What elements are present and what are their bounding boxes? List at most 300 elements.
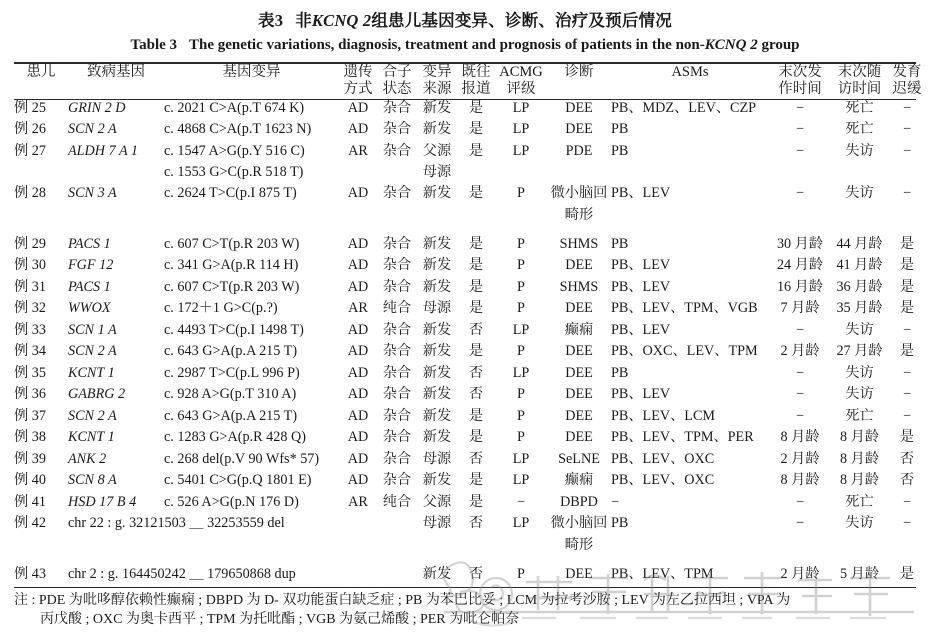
cell-last: 2 月龄 [780, 565, 820, 582]
cell-case: 例 31 [14, 278, 46, 295]
cell-var: c. 4868 C>A(p.T 1623 N) [164, 121, 312, 138]
cell-case-id: 例 43 [14, 565, 46, 582]
cell-src: 新发 [422, 565, 452, 582]
cell-gene [68, 537, 164, 558]
cell-case: 例 32 [14, 300, 46, 317]
cell-src: 新发 [422, 257, 452, 274]
cell-last: 7 月龄 [780, 300, 820, 317]
cell-case [14, 207, 68, 228]
cell-inh: AD [347, 278, 369, 295]
footnote-line-2: 丙戊酸 ; OXC 为奥卡西平 ; TPM 为托吡酯 ; VGB 为氨己烯酸 ; PER 为吡仑帕奈 [40, 612, 520, 628]
cell-dev: 是 [899, 235, 915, 252]
cell-last: − [795, 185, 804, 202]
cell-fu: 44 月龄 [836, 235, 883, 252]
cell-src: 新发 [422, 235, 452, 252]
cell-fu: 失访 [845, 321, 874, 338]
cell-fu: 失访 [845, 386, 874, 403]
cell-var: c. 172＋1 G>C(p.?) [164, 300, 278, 317]
cell-rep: 是 [468, 343, 484, 360]
cell-zyg: 纯合 [382, 300, 412, 317]
cell-last: 2 月龄 [780, 343, 820, 360]
cell-inh [339, 537, 377, 558]
cell-rep: 是 [468, 429, 484, 446]
cell-dev: 否 [899, 472, 915, 489]
cell-last: − [795, 321, 804, 338]
table-row [14, 343, 926, 365]
cell-gene: GRIN 2 D [68, 99, 126, 116]
table-row-continuation [14, 164, 926, 185]
cell-dev: − [902, 121, 911, 138]
cell-dev [888, 164, 926, 185]
cell-dx: DEE [565, 99, 593, 116]
cell-fu: 41 月龄 [836, 257, 883, 274]
cell-src: 新发 [422, 278, 452, 295]
cell-dx [547, 164, 611, 185]
cell-acmg: LP [512, 364, 530, 381]
cell-last: 8 月龄 [780, 429, 820, 446]
cell-acmg: P [517, 407, 525, 424]
cell-case: 例 39 [14, 450, 46, 467]
cell-var: c. 341 G>A(p.R 114 H) [164, 257, 299, 274]
cell-gene: SCN 8 A [68, 472, 117, 489]
cell-asm: PB、LEV [611, 185, 671, 202]
cell-dx: 畸形 [564, 206, 594, 223]
cell-src: 新发 [422, 99, 452, 116]
cell-acmg [495, 207, 547, 228]
cell-inh: AD [347, 386, 369, 403]
cell-dx: SHMS [559, 278, 599, 295]
cell-zyg [377, 207, 417, 228]
cell-inh: AD [347, 343, 369, 360]
cell-acmg: − [516, 493, 525, 510]
cell-fu: 失访 [845, 185, 874, 202]
cell-acmg: P [517, 257, 525, 274]
cell-src: 新发 [422, 429, 452, 446]
cell-rep: 否 [468, 565, 484, 582]
cell-asm: PB、LEV [611, 321, 671, 338]
cell-fu: 失访 [845, 515, 874, 532]
cell-var: c. 2021 C>A(p.T 674 K) [164, 99, 305, 116]
cell-inh: AD [347, 472, 369, 489]
cell-asm: PB [611, 121, 629, 138]
cell-asm: PB、OXC、LEV、TPM [611, 343, 758, 360]
cell-gene: FGF 12 [68, 257, 114, 274]
cell-gene: ANK 2 [68, 450, 107, 467]
cell-rep [457, 164, 495, 185]
cell-rep: 是 [468, 185, 484, 202]
cell-dx: DEE [565, 343, 593, 360]
cell-src: 母源 [422, 300, 452, 317]
table-row [14, 322, 926, 344]
cell-acmg: LP [512, 121, 530, 138]
cell-last: 30 月龄 [776, 235, 824, 252]
cell-inh: AR [348, 300, 368, 317]
cell-last [769, 537, 831, 558]
cell-asm: PB、LEV、LCM [611, 407, 716, 424]
cell-dev: − [902, 407, 911, 424]
cell-fu: 27 月龄 [836, 343, 883, 360]
cell-inh: AD [347, 407, 369, 424]
cell-var: c. 607 C>T(p.R 203 W) [164, 235, 300, 252]
title-en-part2: group [761, 37, 800, 54]
cell-last: − [795, 386, 804, 403]
cell-zyg: 杂合 [382, 185, 412, 202]
cell-asm: PB [611, 235, 629, 252]
cell-acmg [495, 164, 547, 185]
title-cn-gene: KCNQ 2 [311, 11, 372, 30]
cell-fu: 失访 [845, 364, 874, 381]
cell-gene: GABRG 2 [68, 386, 126, 403]
cell-acmg: P [517, 565, 525, 582]
cell-last [769, 207, 831, 228]
cell-zyg: 杂合 [382, 257, 412, 274]
cell-var: c. 4493 T>C(p.I 1498 T) [164, 321, 304, 338]
cell-case: 例 40 [14, 472, 46, 489]
title-cn-part2: 组患儿基因变异、诊断、治疗及预后情况 [371, 11, 672, 30]
table-row-spacer [14, 228, 926, 236]
cell-inh: AD [347, 450, 369, 467]
col-header-last-seizure: 末次发 作时间 [778, 63, 822, 98]
cell-gene [68, 164, 164, 185]
cell-fu: 35 月龄 [836, 300, 883, 317]
cell-asm: PB、LEV、TPM、VGB [611, 300, 758, 317]
footnote-line-1: 注 : PDE 为吡哆醇依赖性癫痫 ; DBPD 为 D- 双功能蛋白缺乏症 ; PB 为苯巴比妥 ; LCM 为拉考沙胺 ; LEV 为左乙拉西坦 ; VPA 为 [14, 593, 791, 609]
cell-case: 例 41 [14, 493, 46, 510]
table-row [14, 472, 926, 494]
cell-rep: 是 [468, 493, 484, 510]
cell-gene: HSD 17 B 4 [68, 493, 137, 510]
table-title-english [14, 31, 916, 62]
table-number-cn: 表3 [258, 11, 284, 30]
cell-case: 例 27 [14, 142, 46, 159]
cell-fu: 死亡 [845, 99, 874, 116]
cell-src [417, 537, 457, 558]
cell-src: 新发 [422, 386, 452, 403]
cell-last: − [795, 364, 804, 381]
cell-var: c. 268 del(p.V 90 Wfs* 57) [164, 450, 320, 467]
cell-var: c. 643 G>A(p.A 215 T) [164, 343, 298, 360]
cell-acmg: LP [512, 142, 530, 159]
cell-fu [831, 207, 888, 228]
cell-zyg: 杂合 [382, 386, 412, 403]
col-header-zygosity: 合子 状态 [382, 63, 412, 98]
cell-dev: − [902, 142, 911, 159]
cell-zyg: 杂合 [382, 364, 412, 381]
cell-last: − [795, 99, 804, 116]
cell-dx: DBPD [560, 493, 598, 510]
cell-acmg: P [517, 429, 525, 446]
cell-last: 8 月龄 [780, 472, 820, 489]
cell-dev: − [902, 493, 911, 510]
cell-rep: 否 [468, 364, 484, 381]
cell-zyg: 杂合 [382, 343, 412, 360]
col-header-case: 患儿 [26, 63, 56, 80]
cell-last [769, 164, 831, 185]
cell-case: 例 33 [14, 321, 46, 338]
cell-last: − [795, 493, 804, 510]
cell-acmg: P [517, 386, 525, 403]
cell-case: 例 29 [14, 235, 46, 252]
cell-inh: AD [347, 121, 369, 138]
cell-dev [888, 207, 926, 228]
cell-inh: AD [347, 235, 369, 252]
cell-fu: 8 月龄 [839, 450, 880, 467]
cell-case: 例 36 [14, 386, 46, 403]
cell-var: c. 607 C>T(p.R 203 W) [164, 278, 300, 295]
cell-asm [611, 207, 769, 228]
cell-last: 2 月龄 [780, 450, 820, 467]
col-header-dev-delay: 发育 迟缓 [892, 63, 922, 98]
cell-case: 例 34 [14, 343, 46, 360]
cell-dev: − [902, 185, 911, 202]
cell-dev: − [902, 386, 911, 403]
cell-gene: SCN 2 A [68, 121, 117, 138]
genetics-table [14, 64, 926, 99]
col-header-acmg: ACMG 评级 [499, 63, 543, 98]
cell-rep: 是 [468, 142, 484, 159]
cell-rep [457, 537, 495, 558]
cell-case [14, 537, 68, 558]
cell-acmg: LP [512, 515, 530, 532]
cell-zyg: 杂合 [382, 321, 412, 338]
cell-gene: SCN 2 A [68, 343, 117, 360]
cell-last: 16 月龄 [776, 278, 824, 295]
table-row [14, 279, 926, 301]
table-row [14, 494, 926, 516]
cell-zyg [377, 537, 417, 558]
cell-inh [339, 164, 377, 185]
cell-src: 母源 [422, 450, 452, 467]
cell-var: c. 1283 G>A(p.R 428 Q) [164, 429, 306, 446]
spacer-cell [14, 558, 926, 566]
cell-asm: PB [611, 142, 629, 159]
cell-gene [68, 207, 164, 228]
cell-zyg: 杂合 [382, 450, 412, 467]
cell-dx: 微小脑回 [550, 185, 608, 202]
cell-acmg: LP [512, 450, 530, 467]
title-en-part1: The genetic variations, diagnosis, treatment and prognosis of patients in the non- [189, 37, 705, 54]
col-header-last-followup: 末次随 访时间 [837, 63, 882, 98]
col-header-diagnosis: 诊断 [564, 63, 594, 80]
cell-dx: DEE [565, 121, 593, 138]
table-row [14, 257, 926, 279]
cell-fu: 死亡 [845, 407, 874, 424]
cell-rep: 是 [468, 121, 484, 138]
cell-src: 新发 [422, 185, 452, 202]
cell-zyg: 杂合 [382, 99, 412, 116]
cell-rep: 否 [468, 515, 484, 532]
cell-asm: PB、LEV、TPM、PER [611, 429, 754, 446]
cell-zyg: 杂合 [382, 278, 412, 295]
cell-genomic-variation: chr 22 : g. 32121503 ＿ 32253559 del [68, 515, 285, 532]
cell-case [14, 164, 68, 185]
table-row-continuation [14, 207, 926, 228]
cell-dx: 微小脑回 [550, 515, 608, 532]
cell-var: c. 1553 G>C(p.R 518 T) [164, 164, 304, 181]
cell-dev: 是 [899, 300, 915, 317]
cell-src: 新发 [422, 364, 452, 381]
cell-acmg: P [517, 343, 525, 360]
cell-fu: 5 月龄 [839, 565, 880, 582]
cell-rep: 是 [468, 257, 484, 274]
cell-acmg: P [517, 300, 525, 317]
cell-last: − [795, 407, 804, 424]
table-row-continuation [14, 537, 926, 558]
cell-var [164, 537, 339, 558]
table-footnote [14, 588, 916, 629]
cell-acmg: P [517, 235, 525, 252]
cell-dx: SHMS [559, 235, 599, 252]
cell-inh: AD [347, 429, 369, 446]
cell-dev: − [902, 321, 911, 338]
cell-acmg: LP [512, 321, 530, 338]
cell-rep: 是 [468, 235, 484, 252]
cell-dev: − [902, 515, 911, 532]
table-row [14, 386, 926, 408]
table-row [14, 300, 926, 322]
cell-case: 例 26 [14, 121, 46, 138]
cell-case: 例 37 [14, 407, 46, 424]
cell-dev: 是 [899, 343, 915, 360]
cell-acmg [495, 537, 547, 558]
cell-dx: DEE [565, 257, 593, 274]
cell-zyg: 杂合 [382, 472, 412, 489]
cell-dx: SeLNE [558, 450, 600, 467]
cell-case: 例 38 [14, 429, 46, 446]
cell-inh: AD [347, 364, 369, 381]
col-header-variation: 基因变异 [222, 63, 281, 80]
table-number-en: Table 3 [130, 37, 178, 54]
cell-acmg: P [517, 185, 525, 202]
cell-asm: PB、LEV、OXC [611, 450, 715, 467]
cell-src [417, 207, 457, 228]
cell-last: − [795, 142, 804, 159]
cell-dx: 癫痫 [564, 472, 594, 489]
table-title-chinese [14, 0, 916, 31]
cell-inh: AD [347, 185, 369, 202]
cell-dev: 是 [899, 429, 915, 446]
cell-src: 新发 [422, 121, 452, 138]
header-row [14, 64, 926, 99]
cell-inh: AD [347, 321, 369, 338]
spacer-cell [14, 228, 926, 236]
cell-fu: 死亡 [845, 493, 874, 510]
cell-asm: PB、LEV [611, 386, 671, 403]
cell-last: − [795, 121, 804, 138]
cell-asm: PB、LEV、TPM [611, 565, 714, 582]
cell-src: 父源 [422, 493, 452, 510]
cell-acmg: LP [512, 99, 530, 116]
cell-asm [611, 537, 769, 558]
table-row [14, 185, 926, 207]
cell-var: c. 643 G>A(p.A 215 T) [164, 407, 298, 424]
cell-gene: PACS 1 [68, 235, 111, 252]
cell-dev: − [902, 99, 911, 116]
cell-zyg: 杂合 [382, 235, 412, 252]
cell-zyg [377, 164, 417, 185]
cell-asm: PB [611, 364, 629, 381]
table-row [14, 515, 926, 537]
cell-gene: PACS 1 [68, 278, 111, 295]
cell-var: c. 1547 A>G(p.Y 516 C) [164, 142, 305, 159]
table-row [14, 100, 926, 122]
cell-inh: AR [348, 142, 368, 159]
table-row [14, 365, 926, 387]
table-row [14, 143, 926, 165]
cell-gene: ALDH 7 A 1 [68, 142, 139, 159]
cell-src: 母源 [422, 515, 452, 532]
cell-asm: − [611, 493, 620, 510]
cell-src: 新发 [422, 321, 452, 338]
genetics-table-body-wrap [14, 100, 926, 588]
cell-acmg: P [517, 278, 525, 295]
cell-rep: 否 [468, 450, 484, 467]
cell-var: c. 2987 T>C(p.L 996 P) [164, 364, 300, 381]
cell-fu: 8 月龄 [839, 472, 880, 489]
cell-src: 父源 [422, 142, 452, 159]
cell-rep [457, 207, 495, 228]
table-row-spacer [14, 558, 926, 566]
col-header-inheritance: 遗传 方式 [343, 63, 373, 98]
table-row [14, 566, 926, 588]
cell-case-id: 例 42 [14, 515, 46, 532]
cell-dx: PDE [565, 142, 593, 159]
cell-asm: PB、LEV [611, 257, 671, 274]
cell-zyg: 杂合 [382, 429, 412, 446]
table-row [14, 451, 926, 473]
cell-fu: 8 月龄 [839, 429, 880, 446]
cell-acmg: LP [512, 472, 530, 489]
cell-case: 例 35 [14, 364, 46, 381]
cell-zyg: 纯合 [382, 493, 412, 510]
table-row [14, 408, 926, 430]
cell-rep: 是 [468, 407, 484, 424]
table-body [14, 100, 926, 588]
cell-src: 母源 [422, 164, 452, 181]
col-header-source: 变异 来源 [422, 63, 452, 98]
cell-zyg: 杂合 [382, 407, 412, 424]
cell-last: 24 月龄 [776, 257, 824, 274]
cell-inh: AD [347, 99, 369, 116]
cell-dx: DEE [565, 386, 593, 403]
cell-fu [831, 537, 888, 558]
cell-gene: SCN 1 A [68, 321, 117, 338]
cell-dx: 癫痫 [564, 321, 594, 338]
cell-zyg: 杂合 [382, 121, 412, 138]
cell-fu: 失访 [845, 142, 874, 159]
cell-var: c. 928 A>G(p.T 310 A) [164, 386, 297, 403]
cell-rep: 是 [468, 99, 484, 116]
cell-fu [831, 164, 888, 185]
cell-fu: 死亡 [845, 121, 874, 138]
cell-dx: DEE [565, 407, 593, 424]
table-row [14, 429, 926, 451]
cell-src: 新发 [422, 472, 452, 489]
cell-rep: 是 [468, 300, 484, 317]
cell-inh: AD [347, 257, 369, 274]
cell-dx: DEE [565, 364, 593, 381]
cell-gene: SCN 2 A [68, 407, 117, 424]
cell-inh [339, 207, 377, 228]
cell-case: 例 28 [14, 185, 46, 202]
cell-inh: AR [348, 493, 368, 510]
cell-gene: KCNT 1 [68, 429, 115, 446]
cell-asm: PB、LEV、OXC [611, 472, 715, 489]
cell-src: 新发 [422, 407, 452, 424]
cell-fu: 36 月龄 [836, 278, 883, 295]
cell-gene: WWOX [68, 300, 111, 317]
cell-dev: − [902, 364, 911, 381]
